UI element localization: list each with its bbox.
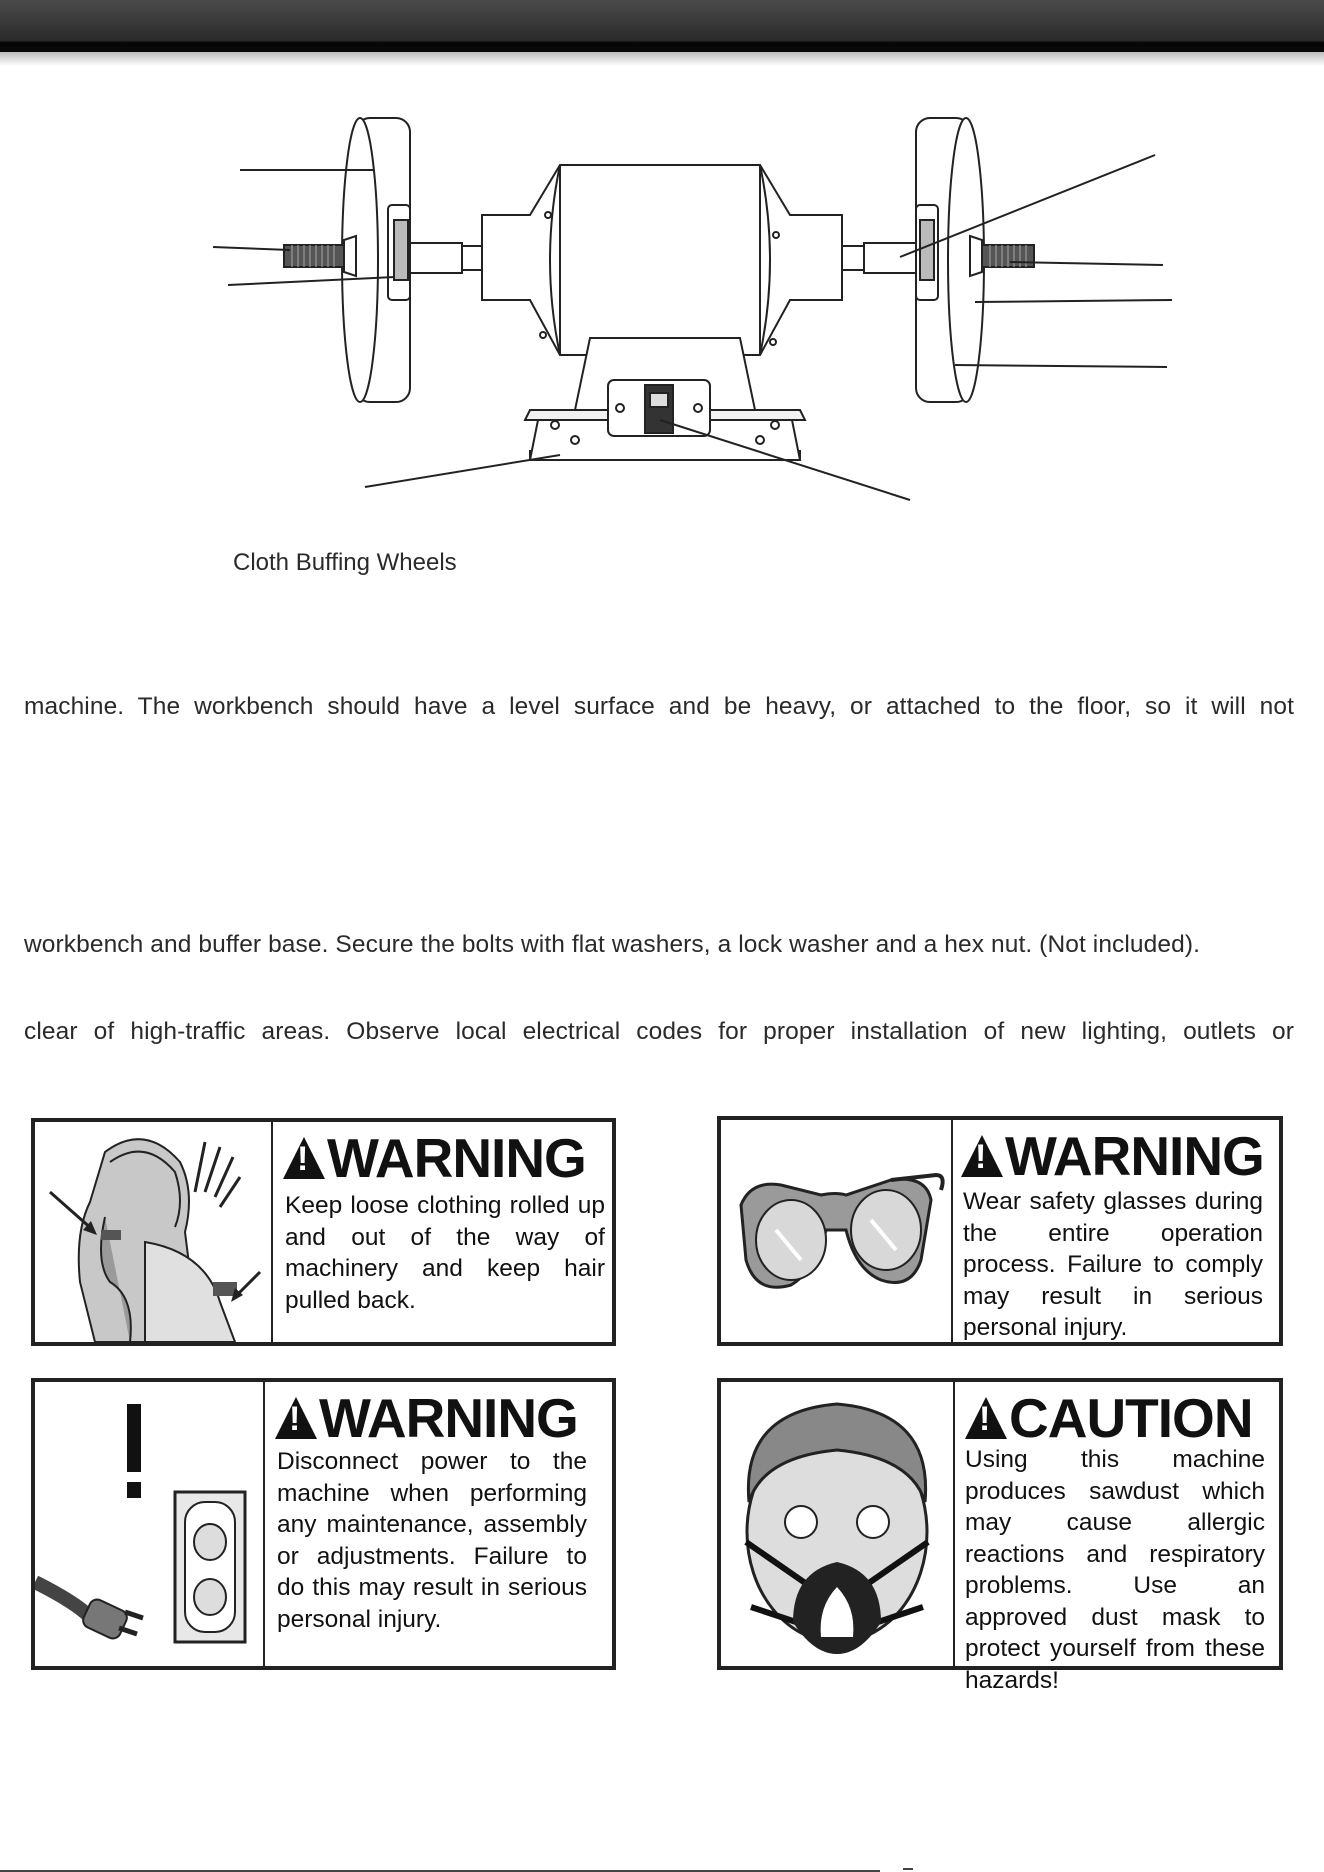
warning-card-power bbox=[31, 1378, 616, 1670]
warning-triangle-icon bbox=[961, 1135, 1003, 1177]
card-title: !WARNING bbox=[961, 1126, 1264, 1186]
paragraph-bolts: workbench and buffer base. Secure the bolts with flat washers, a lock washer and a hex nut. (Not included). bbox=[24, 931, 1201, 958]
bench-buffer-diagram bbox=[0, 95, 1324, 515]
card-title: !CAUTION bbox=[965, 1388, 1253, 1448]
figure-caption: Cloth Buffing Wheels bbox=[233, 549, 457, 576]
card-body: Using this machine produces sawdust which may cause allergic reactions and respiratory problems. Use an approved dust mask to protect yourself from these hazards! bbox=[965, 1446, 1265, 1694]
motor-housing bbox=[482, 165, 842, 355]
unplug-icon bbox=[35, 1382, 265, 1666]
dust-mask-icon bbox=[721, 1382, 955, 1666]
caution-triangle-icon bbox=[965, 1397, 1007, 1439]
card-title: !WARNING bbox=[283, 1128, 586, 1188]
paragraph-workbench: machine. The workbench should have a level surface and be heavy, or attached to the floor, so it will not bbox=[24, 693, 1294, 720]
safety-glasses-icon bbox=[721, 1120, 953, 1342]
paragraph-location: clear of high-traffic areas. Observe local electrical codes for proper installation of new lighting, outlets or bbox=[24, 1018, 1294, 1045]
left-threaded-shaft bbox=[284, 245, 344, 267]
card-body: Wear safety glasses during the entire operation process. Failure to comply may result in serious personal injury. bbox=[963, 1188, 1263, 1341]
warning-card-clothing bbox=[31, 1118, 616, 1346]
hair-clothing-icon bbox=[35, 1122, 273, 1342]
caution-card-dust bbox=[717, 1378, 1283, 1694]
header-shadow bbox=[0, 52, 1324, 66]
warning-card-glasses bbox=[717, 1116, 1283, 1346]
card-title: !WARNING bbox=[275, 1388, 578, 1448]
footer-page-marker bbox=[903, 1868, 913, 1870]
warning-triangle-icon bbox=[275, 1397, 317, 1439]
header-bar bbox=[0, 0, 1324, 52]
card-body: Disconnect power to the machine when performing any maintenance, assembly or adjustments. Failure to do this may result in serious personal injury. bbox=[277, 1448, 587, 1633]
card-body: Keep loose clothing rolled up and out of the way of machinery and keep hair pulled back. bbox=[285, 1192, 605, 1314]
warning-triangle-icon bbox=[283, 1137, 325, 1179]
